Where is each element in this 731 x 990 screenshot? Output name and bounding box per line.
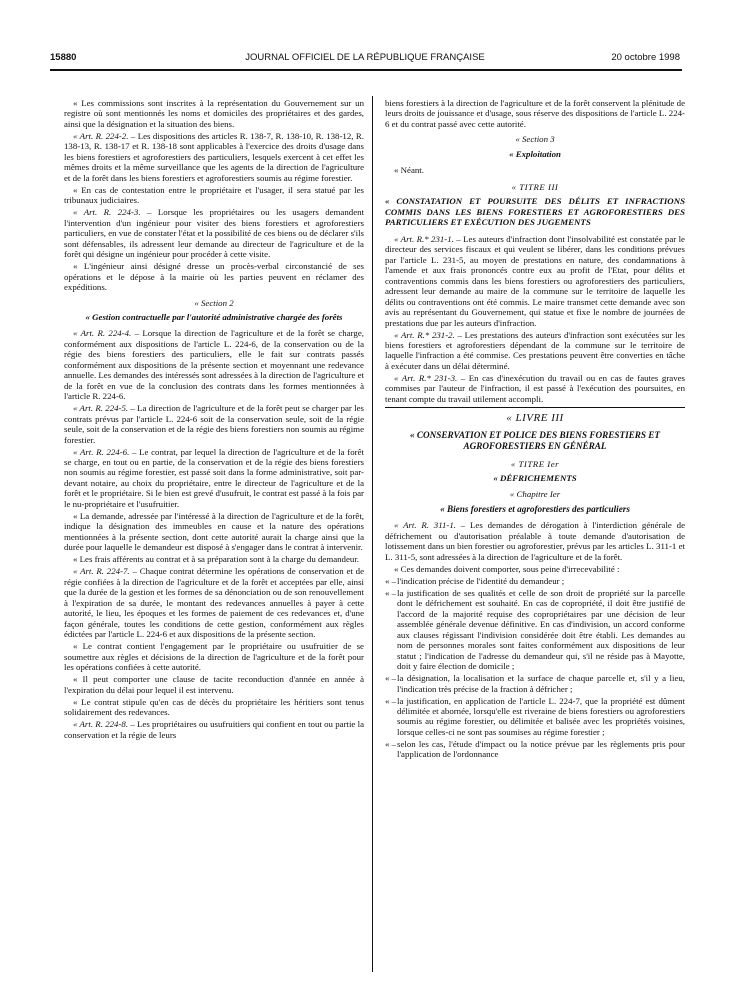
section-title: « Gestion contractuelle par l'autorité administrative chargée des forêts (85, 311, 343, 322)
article-ref: « Art. R.* 231-1. (394, 233, 454, 244)
article-text: – Les propriétaires ou usufruitiers qui confient en tout ou partie la conservation et la régie de leurs (64, 719, 364, 740)
article-ref: « Art. R.* 231-3. (394, 372, 458, 383)
section-heading: « Section 3 (515, 134, 555, 145)
list-item-text: la désignation, la localisation et la surface de chaque parcelle et, s'il y a lieu, l'indication très précise de la fraction à défricher ; (397, 673, 685, 694)
article-ref: « Art. R. 224-2. (73, 130, 129, 141)
paragraph: « Le contrat stipule qu'en cas de décès du propriétaire les héritiers sont tenus solidairement des redevances. (64, 696, 364, 717)
article-text: – Lorsque les propriétaires ou les usagers demandent l'intervention d'un ingénieur pour visiter des biens forestiers et agroforestiers particuliers, en vue de constater l'état et la possibilité de ces biens ou de déclarer s'ils sont défensables, ils adressent leur demande au directeur de l'agriculture et de la forêt qui désigne un ingénieur pour procéder à cette visite. (64, 207, 364, 260)
publication-date: 20 octobre 1998 (611, 52, 680, 63)
article-text: – Les auteurs d'infraction dont l'insolvabilité est constatée par le directeur des services fiscaux et qui veulent se libérer, dans les conditions prévues par l'article L. 231-5, au moyen de prestations en nature, des condamnations à l'amende et aux frais prononcés contre eux au profit de l'Etat, pour délits et contraventions commis dans les biens forestiers ou agroforestiers des particuliers, adressent leur demande au maire de la commune sur le territoire de laquelle les délits ou contraventions ont été commis. Le maire transmet cette demande avec son avis au représentant du Gouvernement, qui statue et fixe le nombre de journées de prestations due par les auteurs d'infraction. (385, 233, 685, 328)
paragraph (385, 520, 685, 562)
paragraph: « La demande, adressée par l'intéressé à la direction de l'agriculture et de la forêt, indique la désignation des immeubles en cause et la nature des opérations mentionnées à la présente section, dont cette autorité aurait la charge ainsi que la durée pour laquelle le demandeur est disposé à s'engager dans le contrat à intervenir. (64, 510, 364, 553)
article-ref: « Art. R. 311-1. (394, 520, 456, 531)
paragraph (64, 131, 364, 183)
paragraph (64, 403, 364, 445)
paragraph: « Il peut comporter une clause de tacite reconduction d'année en année à l'expiration du délai pour lequel il est intervenu. (64, 674, 364, 695)
list-dash: « – (385, 587, 397, 598)
article-ref: « Art. R. 224-7. (73, 566, 130, 577)
list-item (385, 673, 685, 694)
section-title: « Exploitation (509, 148, 561, 159)
livre-heading: « LIVRE III (506, 412, 564, 425)
list-item-text: la justification de ses qualités et celle de son droit de propriété sur la parcelle dont le défrichement est souhaité. En cas de copropriété, il doit être justifié de l'accord de la majorité requise des copropriétaires par une décision de leur assemblée générale devenue définitive. En cas d'indivision, un accord conforme aux clauses régissant l'indivision considérée doit être établi. Les demandes au nom de personnes morales sont faites conformément aux dispositions de leur statut ; l'indication de l'adresse du demandeur qui, s'il ne réside pas à Mayotte, doit y faire élection de domicile ; (397, 587, 685, 672)
paragraph (64, 719, 364, 740)
paragraph (385, 373, 685, 404)
paragraph: biens forestiers à la direction de l'agriculture et de la forêt conservent la plénitude de leurs droits de jouissance et d'usage, sous réserve des dispositions de l'article L. 224-6 et du contrat passé avec cette autorité. (385, 98, 685, 129)
titre-title: « DÉFRICHEMENTS (493, 473, 577, 484)
titre-heading: « TITRE Ier (510, 458, 560, 469)
page-header (50, 52, 680, 68)
list-item-text: la justification, en application de l'article L. 224-7, que la propriété est dûment délimitée et abornée, lorsqu'elle est riveraine de biens forestiers ou agroforestiers soumis au régime forestier, ou délimitée et balisée avec les propriétés voisines, lorsque celles-ci ne sont pas soumises au régime forestier ; (397, 695, 685, 737)
paragraph: « L'ingénieur ainsi désigné dresse un procès-verbal circonstancié de ses opérations et le dépose à la mairie où les parties peuvent en réclamer des expéditions. (64, 261, 364, 293)
article-ref: « Art. R. 224-5. (73, 403, 129, 414)
list-dash: « – (385, 738, 397, 749)
article-text: – En cas d'inexécution du travail ou en cas de fautes graves commises par l'auteur de l'infraction, il est passé à l'exécution des poursuites, en tenant compte du travail utilement accompli. (385, 372, 685, 404)
paragraph (385, 330, 685, 372)
paragraph (385, 234, 685, 328)
chapter-title: « Biens forestiers et agroforestiers des particuliers (440, 503, 630, 514)
titre-heading: « TITRE III (511, 181, 559, 192)
titre-title: « CONSTATATION ET POURSUITE DES DÉLITS ET INFRACTIONS COMMIS DANS LES BIENS FORESTIERS ET AGROFORESTIERS DES PARTICULIERS ET EXÉCUTION DES JUGEMENTS (385, 196, 685, 228)
header-rule (50, 69, 682, 71)
livre-title: « CONSERVATION ET POLICE DES BIENS FORESTIERS ET AGROFORESTIERS EN GÉNÉRAL (409, 429, 661, 451)
paragraph: « Les commissions sont inscrites à la représentation du Gouvernement sur un registre où sont mentionnés les noms et domiciles des propriétaires et des gardes, ainsi que la désignation et la situation des biens. (64, 98, 364, 129)
article-text: – Chaque contrat détermine les opérations de conservation et de régie confiées à la direction de l'agriculture et de la forêt et acceptées par elle, ainsi que la durée de la gestion et les formes de sa dénonciation ou de son renouvellement à l'expiration de sa durée, le montant des redevances annuelles à payer à cette autorité, le lieu, les époques et les formes de paiement de ces redevances et, d'une façon générale, toutes les conditions de cette gestion, conformément aux règles édictées par l'article L. 224-6 et aux dispositions de la présente section. (64, 566, 364, 640)
right-column (385, 98, 685, 761)
article-text: – Le contrat, par lequel la direction de l'agriculture et de la forêt se charge, en tout ou en partie, de la conservation et de la régie des biens forestiers non soumis au régime forestier, est passé soit dans la forme administrative, soit par-devant notaire, au choix du propriétaire, entre le directeur de l'agriculture et de la forêt et le propriétaire. Si le bien est grevé d'usufruit, le contrat est passé à la fois par le nu-propriétaire et l'usufruitier. (64, 446, 364, 509)
journal-title: JOURNAL OFFICIEL DE LA RÉPUBLIQUE FRANÇAISE (245, 52, 485, 63)
list-dash: « – (385, 695, 397, 706)
article-ref: « Art. R. 224-4. (73, 328, 132, 339)
list-item-text: selon les cas, l'étude d'impact ou la notice prévue par les règlements pris pour l'application de l'ordonnance (397, 738, 685, 760)
column-separator (372, 96, 373, 972)
article-ref: « Art. R.* 231-2. (394, 329, 455, 340)
section-heading: « Section 2 (194, 297, 234, 308)
article-text: – Lorsque la direction de l'agriculture et de la forêt se charge, conformément aux dispositions de l'article L. 224-6, de la conservation ou de la régie des biens forestiers des particuliers, elle le fait sur contrats passés conformément aux dispositions de la présente section et moyennant une redevance annuelle. Les demandes des intéressés sont adressées à la direction de l'agriculture et de la forêt en vue de la conclusion des contrats dans les formes mentionnées à l'article R. 224-6. (64, 328, 364, 402)
list-item (385, 739, 685, 760)
list-item (385, 588, 685, 672)
article-text: – Les prestations des auteurs d'infraction sont exécutées sur les biens forestiers et agroforestiers dépendant de la commune sur le territoire de laquelle l'infraction a été commise. Ces prestations peuvent être converties en tâche à exécuter dans un délai déterminé. (385, 329, 685, 371)
list-item (385, 696, 685, 738)
paragraph (64, 447, 364, 510)
list-dash: « – (385, 673, 397, 684)
paragraph: « Le contrat contient l'engagement par le propriétaire ou usufruitier de se soumettre aux règles et décisions de la direction de l'agriculture et de la forêt pour les opérations confiées à cette autorité. (64, 641, 364, 672)
paragraph: « Les frais afférents au contrat et à sa préparation sont à la charge du demandeur. (73, 554, 359, 565)
list-item (385, 576, 685, 586)
article-ref: « Art. R. 224-6. (73, 446, 130, 457)
paragraph (64, 328, 364, 401)
left-column (64, 98, 364, 742)
paragraph (64, 207, 364, 259)
chapter-heading: « Chapitre Ier (509, 489, 561, 500)
article-text: – Les demandes de dérogation à l'interdiction générale de défrichement ou d'autorisation préalable à toute demande d'autorisation de lotissement dans un bien forestier ou agroforestier, prévus par les articles L. 311-1 et L. 311-5, sont adressées à la direction de l'agriculture et de la forêt. (385, 520, 685, 562)
paragraph: « Néant. (394, 165, 424, 176)
article-ref: « Art. R. 224-3. (73, 207, 141, 218)
paragraph (64, 566, 364, 639)
paragraph: « En cas de contestation entre le propriétaire et l'usager, il sera statué par les tribunaux judiciaires. (64, 184, 364, 206)
page-number: 15880 (50, 52, 77, 63)
divider (385, 407, 685, 408)
requirements-list (385, 576, 685, 760)
article-ref: « Art. R. 224-8. (73, 719, 129, 730)
list-item-text: l'indication précise de l'identité du demandeur ; (397, 575, 565, 586)
article-text: – La direction de l'agriculture et de la forêt peut se charger par les contrats prévus par l'article L. 224-6 soit de la conservation seule, soit de la régie seule, soit de la conservation et de la régie des biens forestiers non soumis au régime forestier. (64, 403, 364, 445)
paragraph: « Ces demandes doivent comporter, sous peine d'irrecevabilité : (394, 563, 620, 574)
article-text: – Les dispositions des articles R. 138-7, R. 138-10, R. 138-12, R. 138-13, R. 138-17 et R. 138-18 sont applicables à l'exercice des droits d'usage dans les biens forestiers et agroforestiers des particuliers, lesquels exercent à cet effet les mêmes droits et la même surveillance que les agents de la direction de l'agriculture et de la forêt dans les biens forestiers et agroforestiers soumis au régime forestier. (64, 130, 364, 183)
list-dash: « – (385, 575, 397, 586)
